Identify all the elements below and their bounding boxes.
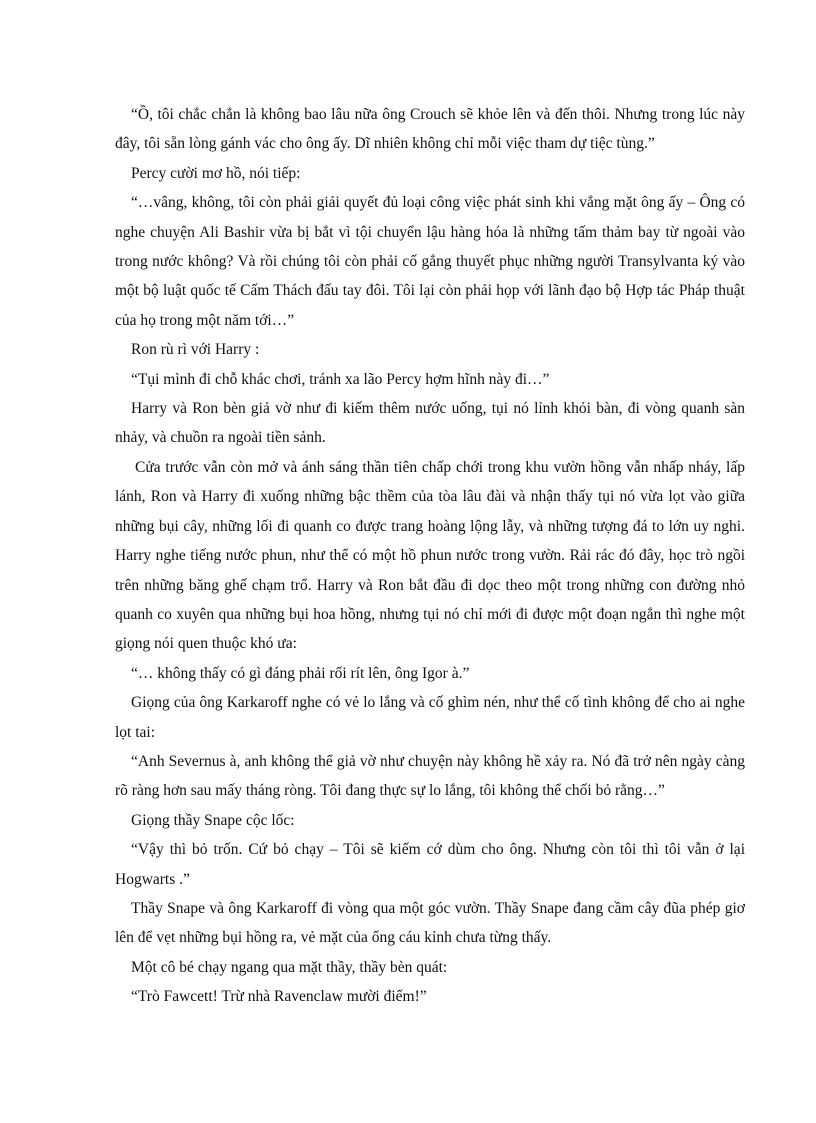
paragraph: Thầy Snape và ông Karkaroff đi vòng qua một góc vườn. Thầy Snape đang cầm cây đũa phép giơ lên để vẹt những bụi hồng ra, vẻ mặt của ổng cáu kỉnh chưa từng thấy. [115,899,745,947]
paragraph: Giọng thầy Snape cộc lốc: [131,811,295,829]
document-page [115,100,745,1012]
paragraph: “Tụi mình đi chỗ khác chơi, tránh xa lão Percy hợm hĩnh này đi…” [131,370,550,388]
paragraph: Harry và Ron bèn giả vờ như đi kiếm thêm nước uống, tụi nó lỉnh khỏi bàn, đi vòng quanh sàn nhảy, và chuồn ra ngoài tiền sảnh. [115,400,745,447]
paragraph: Giọng của ông Karkaroff nghe có vẻ lo lắng và cố ghìm nén, như thể cố tình không để cho ai nghe lọt tai: [115,694,745,741]
paragraph: “Anh Severnus à, anh không thể giả vờ như chuyện này không hề xảy ra. Nó đã trở nên ngày càng rõ ràng hơn sau mấy tháng ròng. Tôi đang thực sự lo lắng, tôi không thể chối bỏ rằng…” [115,752,745,800]
paragraph: “… không thấy có gì đáng phải rối rít lên, ông Igor à.” [131,664,470,682]
paragraph: “Ồ, tôi chắc chắn là không bao lâu nữa ông Crouch sẽ khỏe lên và đến thôi. Nhưng trong lúc này đây, tôi sẵn lòng gánh vác cho ông ấy. Dĩ nhiên không chỉ mỗi việc tham dự tiệc tùng.” [115,106,745,153]
paragraph: “Trò Fawcett! Trừ nhà Ravenclaw mười điểm!” [131,988,427,1006]
paragraph: Cửa trước vẫn còn mở và ánh sáng thần tiên chấp chới trong khu vườn hồng vẫn nhấp nháy, lấp lánh, Ron và Harry đi xuống những bậc thềm của tòa lâu đài và nhận thấy tụi nó vừa lọt vào giữa những bụi cây, những lối đi quanh co được trang hoàng lộng lẫy, và những tượng đá to lớn uy nghi. Harry nghe tiếng nước phun, như thể có một hồ phun nước trong vườn. Rải rác đó đây, học trò ngồi trên những băng ghế chạm trổ. Harry và Ron bắt đầu đi dọc theo một trong những con đường nhỏ quanh co xuyên qua những bụi hoa hồng, nhưng tụi nó chỉ mới đi được một đoạn ngắn thì nghe một giọng nói quen thuộc khó ưa: [115,458,745,653]
paragraph: Percy cười mơ hồ, nói tiếp: [131,164,301,182]
paragraph: “…vâng, không, tôi còn phải giải quyết đủ loại công việc phát sinh khi vắng mặt ông ấy – Ông có nghe chuyện Ali Bashir vừa bị bắt vì tội chuyển lậu hàng hóa là những tấm thảm bay từ ngoài vào trong nước không? Và rồi chúng tôi còn phải cố gắng thuyết phục những người Transylvanta ký vào một bộ luật quốc tế Cấm Thách đấu tay đôi. Tôi lại còn phải họp với lãnh đạo bộ Hợp tác Pháp thuật của họ trong một năm tới…” [115,194,745,329]
paragraph: “Vậy thì bỏ trốn. Cứ bỏ chạy – Tôi sẽ kiếm cớ dùm cho ông. Nhưng còn tôi thì tôi vẫn ở lại Hogwarts .” [115,841,745,888]
paragraph: Một cô bé chạy ngang qua mặt thầy, thầy bèn quát: [131,958,448,976]
paragraph: Ron rù rì với Harry : [131,341,260,359]
